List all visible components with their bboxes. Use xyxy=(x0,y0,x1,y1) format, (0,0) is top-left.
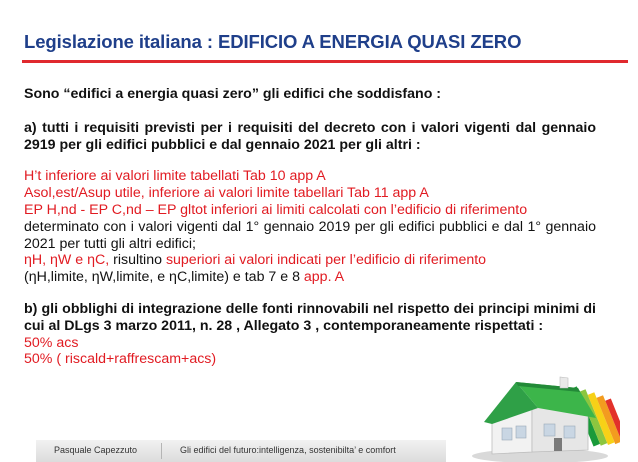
footer-subtitle: Gli edifici del futuro:intelligenza, sostenibilta’ e comfort xyxy=(180,445,396,455)
footer-separator xyxy=(161,443,162,459)
requirement-transmittance: H’t inferiore ai valori limite tabellati Tab 10 app A xyxy=(24,168,326,185)
title-underline xyxy=(22,60,628,63)
green-house-energy-class-icon xyxy=(470,362,620,462)
requirement-energy-performance: EP H,nd - EP C,nd – EP gltot inferiori ai limiti calcolati con l’edificio di riferimento xyxy=(24,201,528,218)
slide-title: Legislazione italiana : EDIFICIO A ENERGIA QUASI ZERO xyxy=(24,31,522,52)
efficiency-connector: risultino xyxy=(109,252,166,269)
renewable-total: 50% ( riscald+raffrescam+acs) xyxy=(24,351,217,368)
efficiency-condition: superiori ai valori indicati per l’edificio di riferimento xyxy=(165,252,487,269)
requirement-solar-area: Asol,est/Asup utile, inferiore ai valori limite tabellari Tab 11 app A xyxy=(24,185,429,202)
efficiency-limit-list: (ηH,limite, ηW,limite, e ηC,limite) e tab 7 e 8 xyxy=(24,269,304,286)
requirement-reference-values: determinato con i valori vigenti dal 1° gennaio 2019 per gli edifici pubblici e dal 1° gennaio 2021 per tutti gli altri edifici; xyxy=(24,218,596,252)
efficiency-symbols: ηH, ηW e ηC, xyxy=(24,252,110,269)
point-b-text: b) gli obblighi di integrazione delle fonti rinnovabili nel rispetto dei principi minimi di cui al DLgs 3 marzo 2011, n. 28 , Allegato 3 , contemporaneamente rispettati : xyxy=(24,300,596,334)
renewable-dhw: 50% acs xyxy=(24,334,79,351)
efficiency-appendix: app. A xyxy=(303,269,345,286)
footer-author: Pasquale Capezzuto xyxy=(54,445,138,455)
intro-text: Sono “edifici a energia quasi zero” gli edifici che soddisfano : xyxy=(24,86,442,102)
title-bar xyxy=(0,0,638,65)
point-a-text: a) tutti i requisiti previsti per i requisiti del decreto con i valori vigenti dal gennaio 2919 per gli edifici pubblici e dal gennaio 2021 per gli altri : xyxy=(24,119,596,153)
efficiency-requirement xyxy=(24,252,596,269)
slide-body xyxy=(24,86,596,368)
efficiency-limits xyxy=(24,269,596,286)
